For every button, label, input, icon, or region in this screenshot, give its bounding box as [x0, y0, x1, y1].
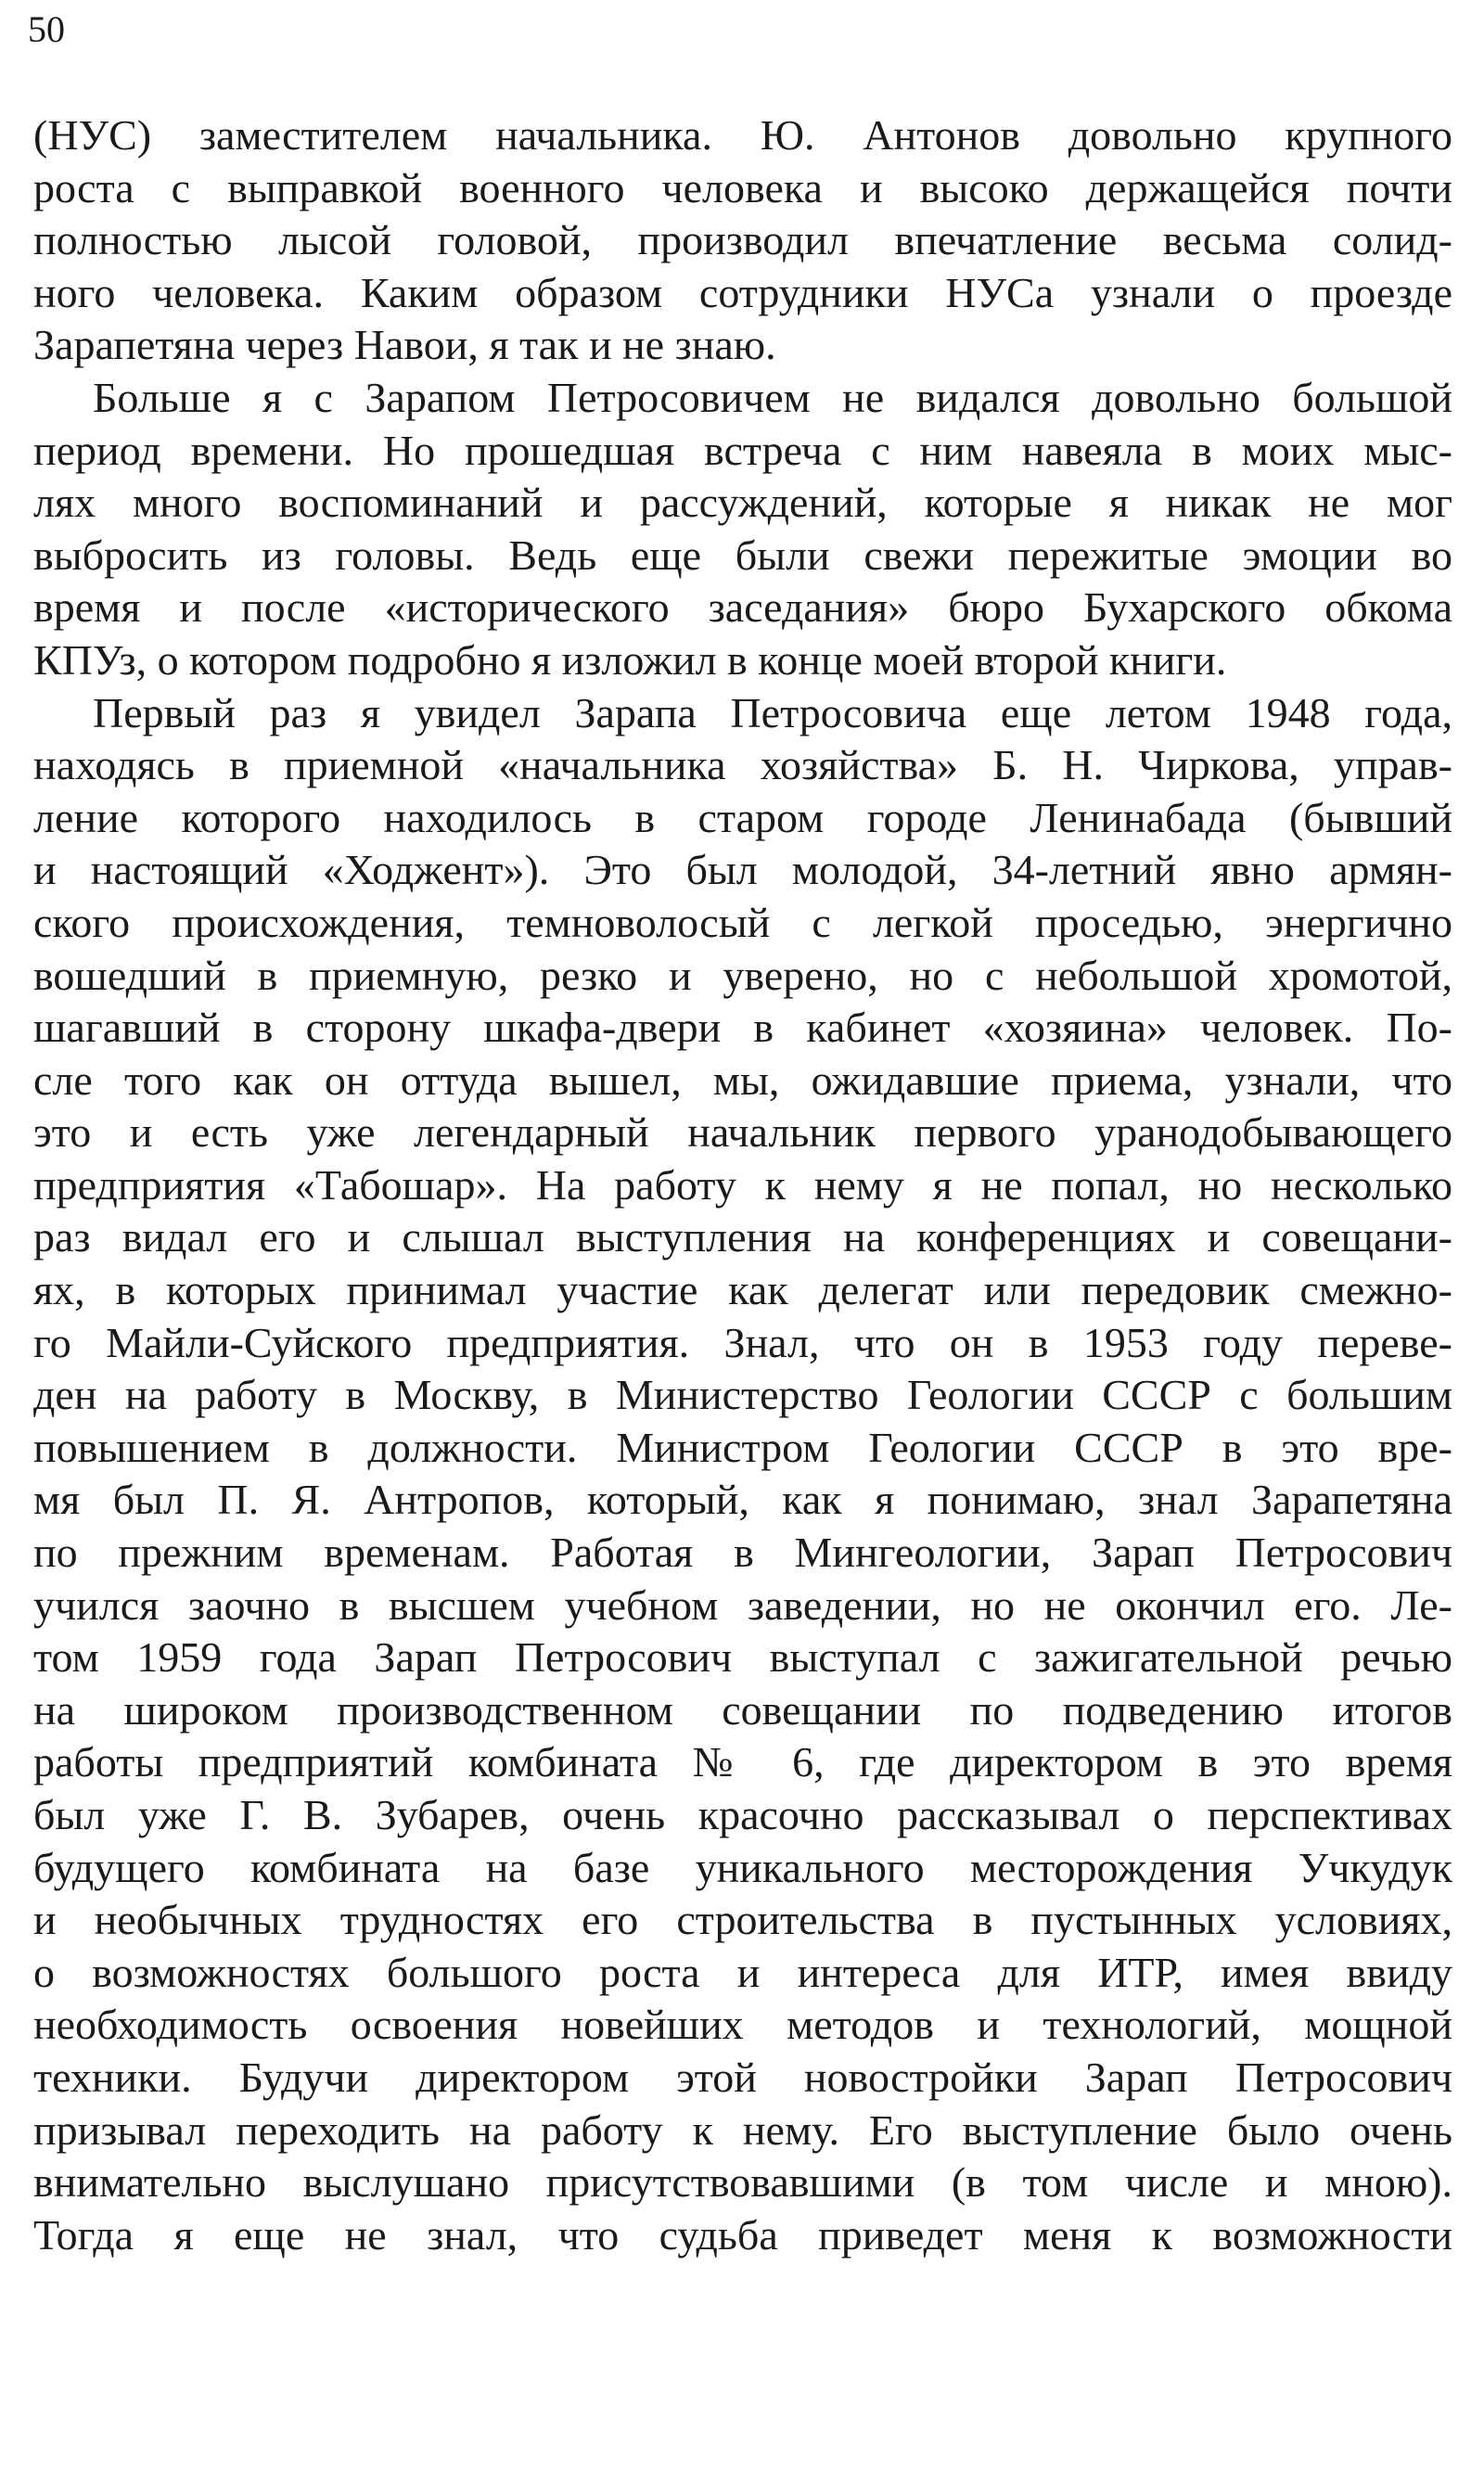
text-line: го Майли-Суйского предприятия. Знал, что он в 1953 году переве- [33, 1318, 1452, 1366]
text-line: и необычных трудностях его строительства в пустынных условиях, [33, 1896, 1452, 1944]
text-line: мя был П. Я. Антропов, который, как я понимаю, знал Зарапетяна [33, 1476, 1452, 1524]
text-line: ного человека. Каким образом сотрудники НУСа узнали о проезде [33, 268, 1452, 316]
text-line: лях много воспоминаний и рассуждений, которые я никак не мог [33, 479, 1452, 527]
text-line: роста с выправкой военного человека и высоко держащейся почти [33, 163, 1452, 211]
text-line: вошедший в приемную, резко и уверено, но с небольшой хромотой, [33, 951, 1452, 999]
text-line: по прежним временам. Работая в Мингеологии, Зарап Петросович [33, 1529, 1452, 1577]
text-line: работы предприятий комбината № 6, где директором в это время [33, 1738, 1452, 1786]
text-line: это и есть уже легендарный начальник первого уранодобывающего [33, 1108, 1452, 1157]
text-line: на широком производственном совещании по подведению итогов [33, 1685, 1452, 1734]
text-line: ление которого находилось в старом городе Ленинабада (бывший [33, 793, 1452, 841]
page-number: 50 [28, 8, 65, 50]
text-line: ден на работу в Москву, в Министерство Геологии СССР с большим [33, 1371, 1452, 1419]
text-line: находясь в приемной «начальника хозяйства» Б. Н. Чиркова, управ- [33, 741, 1452, 789]
text-line: предприятия «Табошар». На работу к нему я не попал, но несколько [33, 1160, 1452, 1209]
text-line: техники. Будучи директором этой новостройки Зарап Петросович [33, 2053, 1452, 2101]
text-line: (НУС) заместителем начальника. Ю. Антонов довольно крупного [33, 111, 1452, 159]
body-text [33, 109, 1452, 2261]
text-line: период времени. Но прошедшая встреча с ним навеяла в моих мыс- [33, 426, 1452, 474]
text-line: том 1959 года Зарап Петросович выступал с зажигательной речью [33, 1633, 1452, 1682]
text-line: о возможностях большого роста и интереса для ИТР, имея ввиду [33, 1948, 1452, 1996]
text-line: учился заочно в высшем учебном заведении, но не окончил его. Ле- [33, 1581, 1452, 1629]
text-line: внимательно выслушано присутствовавшими (в том числе и мною). [33, 2158, 1452, 2207]
text-line: Больше я с Зарапом Петросовичем не видался довольно большой [93, 373, 1452, 421]
text-line: сле того как он оттуда вышел, мы, ожидавшие приема, узнали, что [33, 1056, 1452, 1104]
text-line: полностью лысой головой, производил впечатление весьма солид- [33, 216, 1452, 264]
text-line: был уже Г. В. Зубарев, очень красочно рассказывал о перспективах [33, 1791, 1452, 1838]
text-line: будущего комбината на базе уникального месторождения Учкудук [33, 1843, 1452, 1891]
text-line: шагавший в сторону шкафа-двери в кабинет «хозяина» человек. По- [33, 1004, 1452, 1052]
text-line: ях, в которых принимал участие как делегат или передовик смежно- [33, 1266, 1452, 1314]
text-line: Первый раз я увидел Зарапа Петросовича еще летом 1948 года, [93, 688, 1452, 736]
text-line: Тогда я еще не знал, что судьба приведет меня к возможности [33, 2210, 1452, 2259]
text-line: необходимость освоения новейших методов и технологий, мощной [33, 2001, 1452, 2049]
text-line: КПУз, о котором подробно я изложил в конце моей второй книги. [33, 635, 1227, 684]
text-line: выбросить из головы. Ведь еще были свежи пережитые эмоции во [33, 531, 1452, 579]
text-line: и настоящий «Ходжент»). Это был молодой, 34-летний явно армян- [33, 846, 1452, 894]
text-line: повышением в должности. Министром Геологии СССР в это вре- [33, 1423, 1452, 1471]
text-line: Зарапетяна через Навои, я так и не знаю. [33, 321, 776, 369]
text-line: раз видал его и слышал выступления на конференциях и совещани- [33, 1213, 1452, 1261]
text-line: время и после «исторического заседания» бюро Бухарского обкома [33, 583, 1452, 632]
text-line: призывал переходить на работу к нему. Его выступление было очень [33, 2105, 1452, 2154]
text-line: ского происхождения, темноволосый с легкой проседью, энергично [33, 898, 1452, 946]
